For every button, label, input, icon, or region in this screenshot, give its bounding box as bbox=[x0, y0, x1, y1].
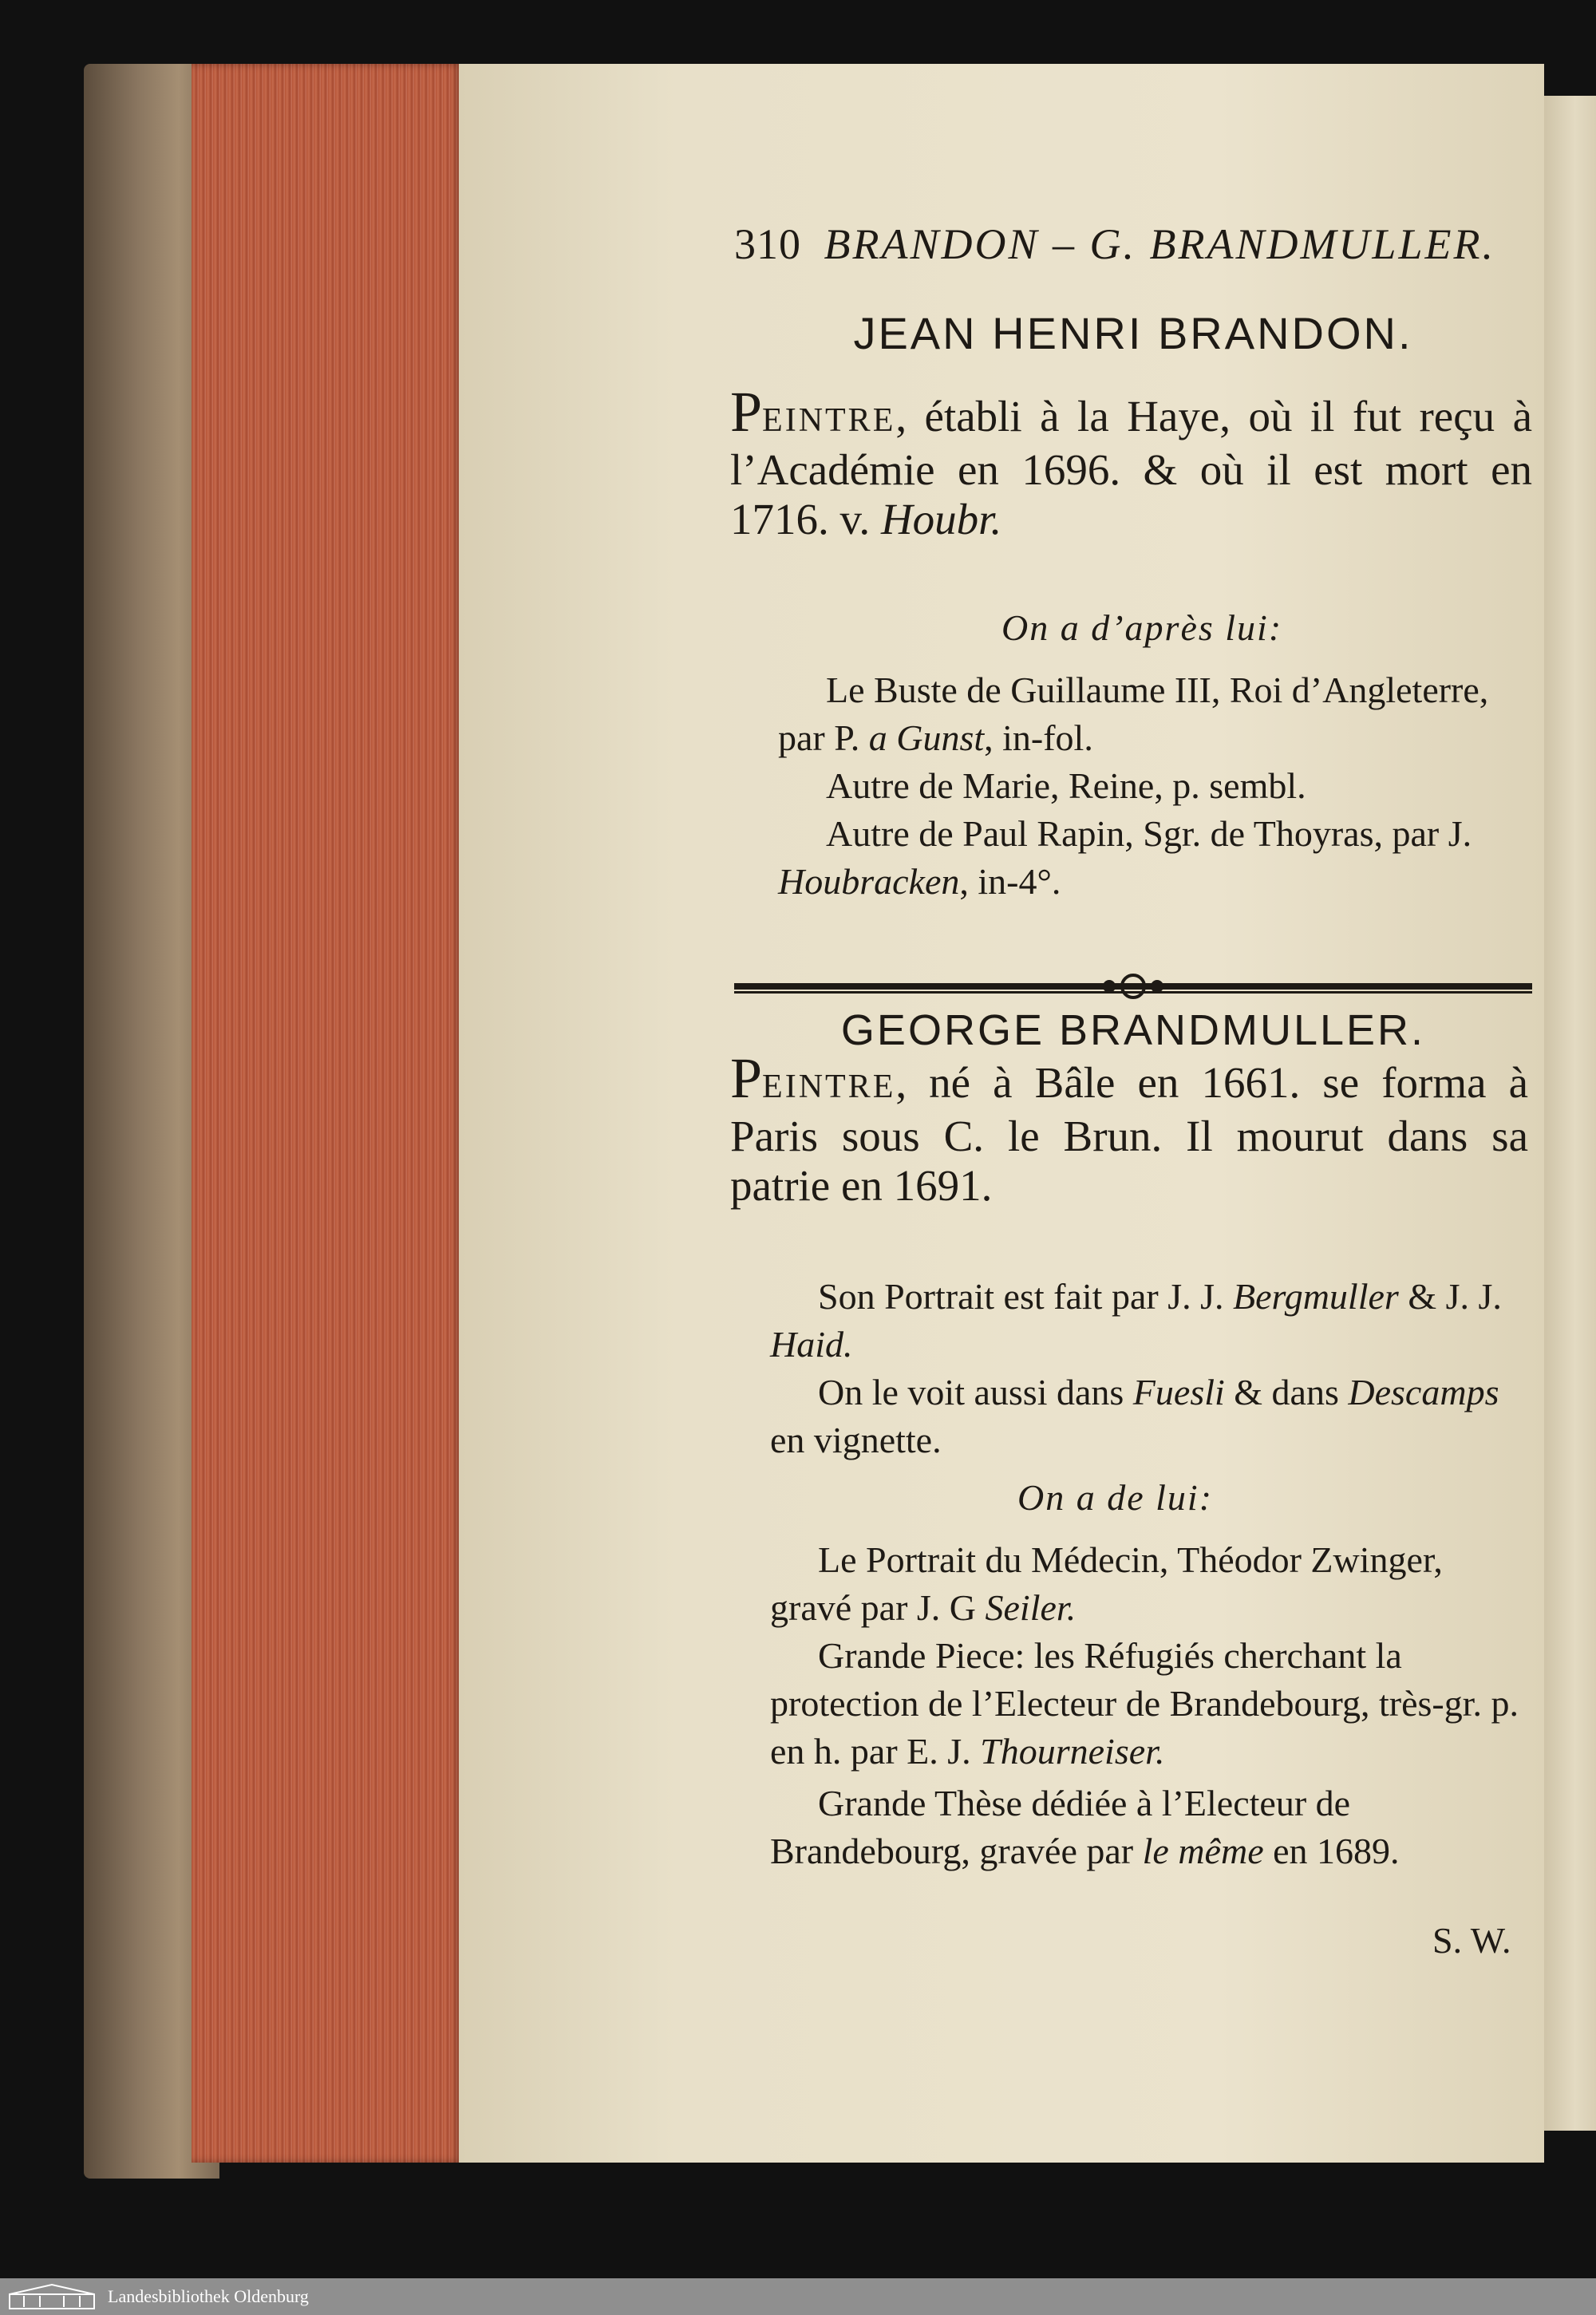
signature: S. W. bbox=[1432, 1920, 1511, 1961]
page-edge bbox=[192, 64, 463, 2163]
paragraph-brandon: PEINTRE, établi à la Haye, où il fut reçu à l’Académie en 1696. & où il est mort en 1716. v. Houbr. bbox=[730, 380, 1532, 543]
library-logo-icon bbox=[8, 2283, 96, 2310]
subheading-de-lui: On a de lui: bbox=[1017, 1477, 1214, 1518]
running-head bbox=[734, 219, 1532, 283]
book-page bbox=[459, 64, 1544, 2163]
footer-bar bbox=[0, 2278, 1596, 2315]
entry-marie-reine: Autre de Marie, Reine, p. sembl. bbox=[826, 765, 1306, 806]
entry-grande-these: Grande Thèse dédiée à l’Electeur de Brandebourg, gravée par le même en 1689. bbox=[770, 1783, 1400, 1871]
entry-buste-guillaume: Le Buste de Guillaume III, Roi d’Angleterre, par P. a Gunst, in-fol. bbox=[778, 670, 1489, 758]
facing-page-edge bbox=[1544, 96, 1596, 2131]
library-name: Landesbibliothek Oldenburg bbox=[108, 2286, 309, 2306]
entry-paul-rapin: Autre de Paul Rapin, Sgr. de Thoyras, par J. Houbracken, in-4°. bbox=[778, 813, 1472, 902]
entry-grande-piece: Grande Piece: les Réfugiés cherchant la protection de l’Electeur de Brandebourg, très-gr. p. en h. par E. J. Thourneiser. bbox=[770, 1635, 1519, 1772]
paragraph-brandmuller: PEINTRE, né à Bâle en 1661. se forma à Paris sous C. le Brun. Il mourut dans sa patrie en 1691. bbox=[730, 1046, 1528, 1210]
running-title: BRANDON – G. BRANDMULLER. bbox=[824, 220, 1495, 268]
entry-son-portrait: Son Portrait est fait par J. J. Bergmuller & J. J. Haid. bbox=[770, 1276, 1502, 1365]
ornament-divider bbox=[734, 972, 1532, 1004]
heading-jean-henri-brandon: JEAN HENRI BRANDON. bbox=[853, 308, 1413, 358]
subheading-apres-lui: On a d’après lui: bbox=[1001, 607, 1283, 648]
entry-on-le-voit: On le voit aussi dans Fuesli & dans Descamps en vignette. bbox=[770, 1372, 1499, 1460]
heading-george-brandmuller: GEORGE BRANDMULLER. bbox=[840, 1006, 1426, 1054]
page-number: 310 bbox=[734, 220, 801, 268]
entry-portrait-medecin: Le Portrait du Médecin, Théodor Zwinger, gravé par J. G Seiler. bbox=[770, 1539, 1443, 1628]
